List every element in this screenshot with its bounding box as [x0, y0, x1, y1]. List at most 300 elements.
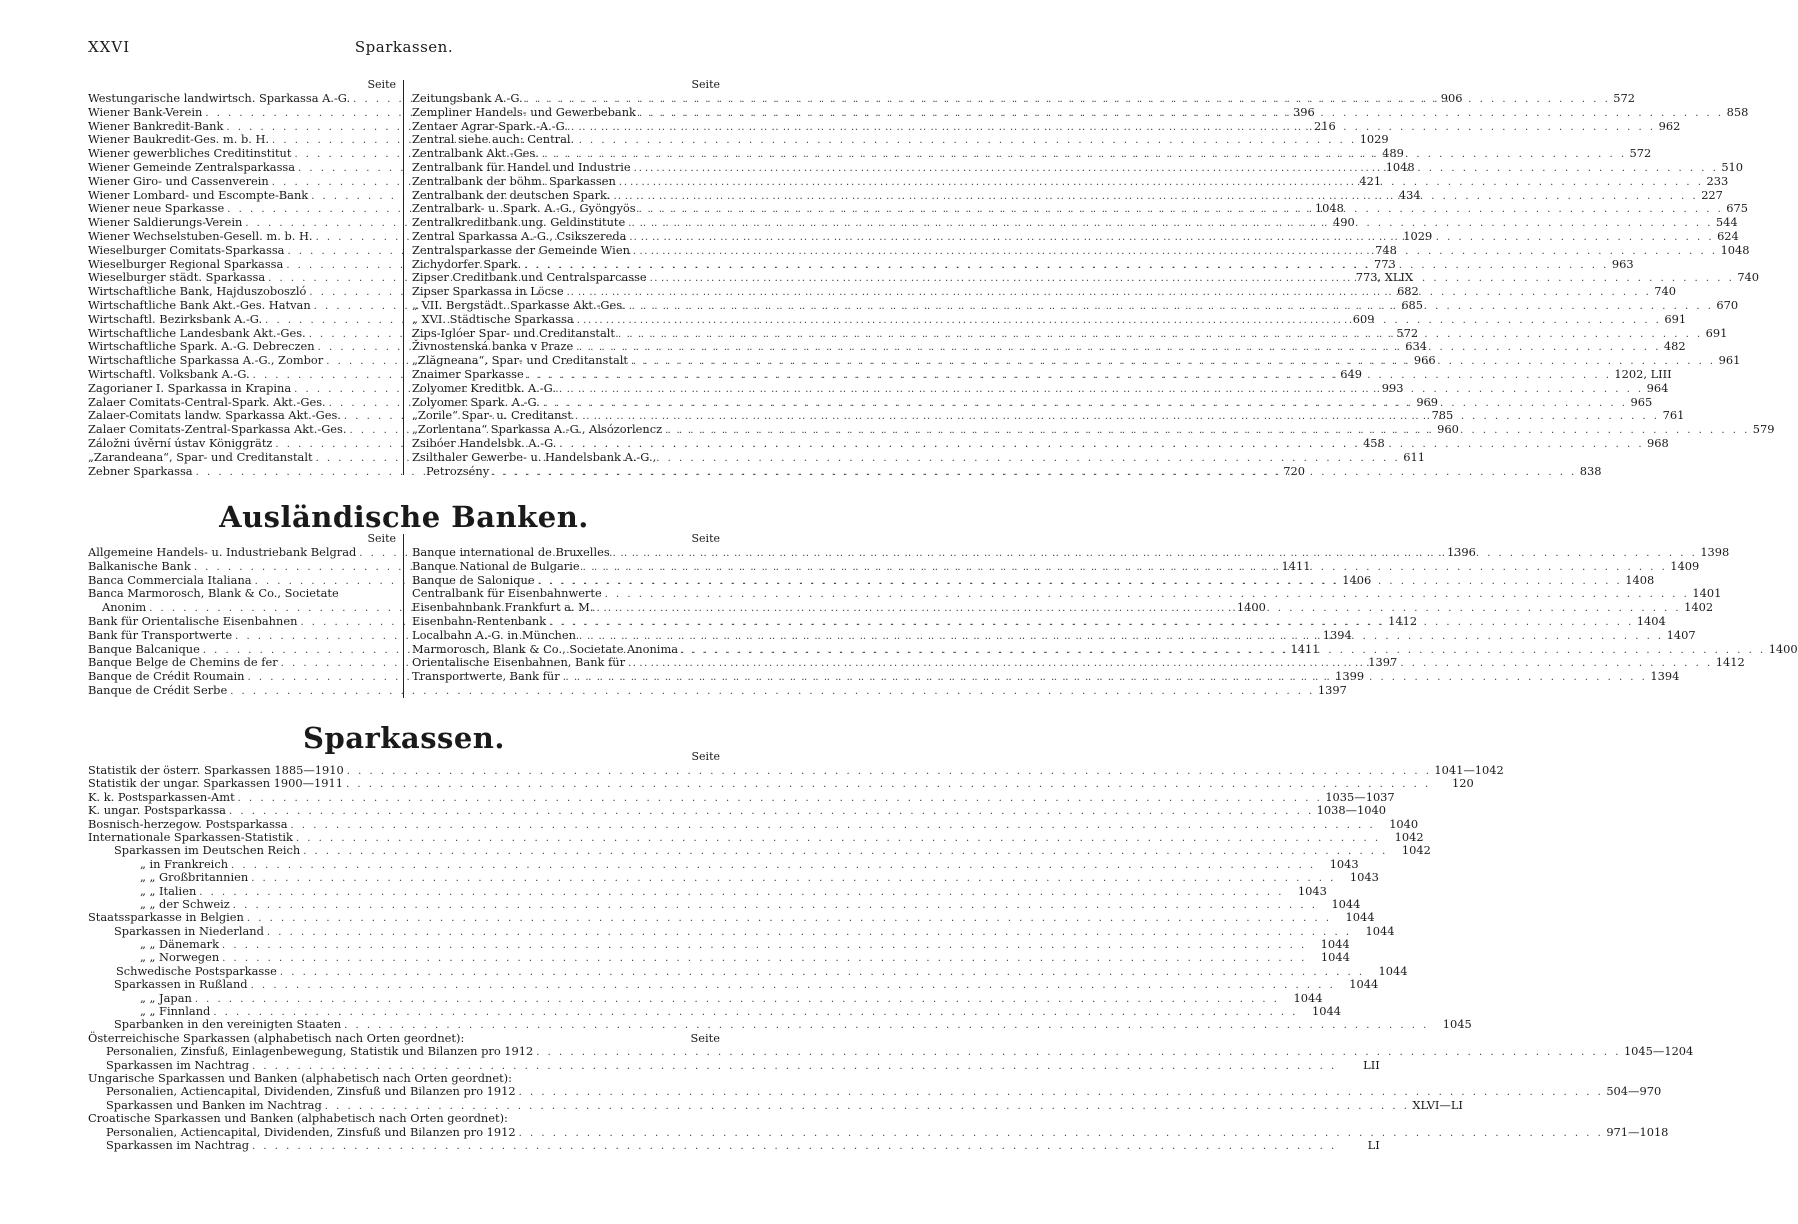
entry-page: 691: [1705, 325, 1728, 340]
entry-page: 396: [1292, 104, 1315, 119]
section-title-sparkassen: Sparkassen.: [303, 721, 505, 755]
index-entry: [412, 451, 720, 465]
entry-name: Zsibóer Handelsbk. A.-G.: [412, 435, 557, 450]
leader-dots: [346, 778, 1431, 791]
leader-dots: [347, 765, 1432, 778]
entry-name: Wieselburger Comitats-Sparkassa: [88, 242, 285, 257]
index-entry: [88, 977, 1379, 992]
entry-name: Zalaer Comitats-Central-Spark. Akt.-Ges.: [88, 394, 326, 409]
entry-name: Banque international de Bruxelles: [412, 545, 610, 559]
leader-dots: [238, 792, 1323, 805]
entry-page: 634: [1405, 339, 1427, 354]
entry-page: 1044: [1293, 990, 1323, 1005]
entry-page: LI: [1367, 1137, 1380, 1152]
index-entry: [88, 950, 1350, 965]
entry-name: Zolyomer Kreditbk. A.-G.: [412, 380, 556, 395]
entry-name: Statistik der ungar. Sparkassen 1900—1911: [88, 776, 344, 791]
leader-dots: [252, 1140, 1337, 1153]
leader-dots: [296, 832, 1381, 845]
entry-name: Anonim: [102, 600, 147, 615]
entry-page: 216: [1314, 118, 1336, 133]
leader-dots: [575, 410, 1660, 424]
leader-dots: [639, 203, 1724, 217]
leader-dots: [247, 912, 1332, 925]
entry-name: Wiener Giro- und Cassenverein: [88, 173, 269, 188]
entry-name: Wirtschaftl. Volksbank A.-G.: [88, 366, 250, 381]
entry-page: 1412: [1388, 613, 1418, 628]
seite-label: Seite: [691, 78, 720, 91]
entry-name: Živnostenská banka v Praze: [412, 339, 574, 354]
leader-dots: [567, 286, 1652, 300]
entry-name: Marmorosch, Blank & Co., Societate Anonima: [412, 641, 679, 656]
auslaendische-index: [88, 532, 1798, 698]
column-divider: [403, 534, 404, 698]
group-heading-text: Österreichische Sparkassen (alphabetisch nach Orten geordnet):: [88, 1030, 465, 1045]
entry-page: 960: [1437, 422, 1459, 437]
entry-name: Banque de Crédit Serbe: [88, 682, 228, 697]
entry-name: Zentralbank Akt.-Ges.: [412, 146, 539, 161]
entry-page: 227: [1701, 187, 1723, 202]
entry-name: „ „ Italien: [140, 883, 197, 898]
leader-dots: [549, 613, 1634, 630]
page-number: XXVI: [88, 38, 131, 56]
entry-name: Sparkassen im Nachtrag: [106, 1137, 250, 1152]
entry-page: 1044: [1365, 923, 1395, 938]
entry-name: Eisenbahn-Rentenbank: [412, 613, 547, 628]
entry-name: Eisenbahnbank Frankfurt a. M.: [412, 600, 594, 615]
entry-name: Zentralbark- u. Spark. A.-G., Gyöngyös: [412, 201, 636, 216]
entry-name: Bosnisch-herzegow. Postsparkassa: [88, 816, 288, 831]
entry-name: Zentralbank der deutschen Spark.: [412, 187, 611, 202]
sparkassen-groups: [88, 1030, 1694, 1153]
leader-dots: [536, 1046, 1621, 1059]
entry-page: 1044: [1378, 963, 1408, 978]
leader-dots: [633, 242, 1718, 259]
entry-name: „ XVI. Städtische Sparkassa: [412, 311, 574, 326]
leader-dots: [538, 572, 1623, 589]
entry-page: 1397: [1317, 682, 1347, 697]
entry-name: Transportwerte, Bank für: [412, 669, 560, 684]
entry-name: Wiener Wechselstuben-Gesell. m. b. H.: [88, 228, 313, 243]
running-head: [88, 38, 720, 58]
entry-page: 1042: [1401, 843, 1431, 858]
entry-page: 510: [1721, 159, 1744, 174]
leader-dots: [233, 899, 1318, 912]
seite-label: Seite: [367, 78, 396, 91]
entry-name: Sparkassen im Nachtrag: [106, 1057, 250, 1072]
index-entry: [88, 937, 1350, 952]
leader-dots: [629, 228, 1714, 245]
entry-name: Zsilthaler Gewerbe- u. Handelsbank A.-G.,: [412, 449, 657, 464]
index-entry: [88, 856, 1359, 871]
index-entry: [88, 896, 1361, 911]
index-entry: [88, 963, 1408, 978]
leader-dots: [519, 1127, 1604, 1140]
entry-page: 1409: [1670, 558, 1700, 573]
entry-name: Zentralkreditbank ung. Geldinstitute: [412, 215, 626, 230]
entry-page: 1029: [1359, 132, 1389, 147]
entry-page: 421: [1359, 173, 1382, 188]
leader-dots: [526, 93, 1611, 107]
entry-page: 1029: [1403, 228, 1433, 243]
entry-name: Wieselburger städt. Sparkassa: [88, 270, 266, 285]
entry-name: Wieselburger Regional Sparkassa: [88, 256, 284, 271]
entry-page: 720: [1283, 463, 1305, 478]
entry-page: 1043: [1297, 883, 1327, 898]
entry-name: Banque de Salonique: [412, 572, 535, 587]
entry-name: Staatssparkasse in Belgien: [88, 910, 244, 925]
entry-page: 1044: [1320, 950, 1350, 965]
leader-dots: [251, 872, 1336, 885]
entry-page: 1400: [1236, 600, 1266, 615]
leader-dots: [613, 547, 1698, 561]
entry-page: 1044: [1349, 977, 1379, 992]
leader-dots: [650, 272, 1735, 286]
leader-dots: [665, 424, 1750, 438]
index-entry: [88, 870, 1379, 885]
entry-page: 968: [1647, 435, 1669, 450]
leader-dots: [563, 671, 1648, 685]
entry-name: Wirtschaftliche Landesbank Akt.-Ges.: [88, 325, 306, 340]
entry-page: 1401: [1692, 586, 1722, 601]
entry-page: 1040: [1389, 816, 1419, 831]
entry-name: Wiener neue Sparkasse: [88, 201, 225, 216]
entry-name: Personalien, Actiencapital, Dividenden, Zinsfuß und Bilanzen pro 1912: [106, 1084, 516, 1099]
leader-dots: [230, 685, 1315, 699]
entry-page: 1394: [1650, 669, 1680, 684]
entry-name: Sparkassen im Deutschen Reich: [114, 843, 301, 858]
entry-page: 579: [1752, 422, 1775, 437]
entry-page: 966: [1413, 353, 1436, 368]
entry-name: „ „ Großbritannien: [140, 870, 249, 885]
entry-name: Wiener Bank-Verein: [88, 104, 203, 119]
entry-name: Banque Belge de Chemins de fer: [88, 655, 278, 670]
entry-name: Allgemeine Handels- u. Industriebank Belgrad: [88, 545, 357, 559]
entry-name: Bank für Orientalische Eisenbahnen: [88, 613, 298, 628]
entry-name: Banque de Crédit Roumain: [88, 669, 245, 684]
entry-name: Wiener Lombard- und Escompte-Bank: [88, 187, 309, 202]
entry-name: Banca Commerciala Italiana: [88, 572, 252, 587]
index-entry: [88, 910, 1375, 925]
entry-name: Zipser Sparkassa in Löcse: [412, 284, 564, 299]
entry-page: 1043: [1329, 856, 1359, 871]
entry-name: Zeitungsbank A.-G.: [412, 91, 523, 105]
entry-name: Wiener Saldierungs-Verein: [88, 215, 243, 230]
index-entry: [88, 763, 1504, 777]
entry-name: Banque Balcanique: [88, 641, 200, 656]
entry-name: Zolyomer Spark. A.-G.: [412, 394, 540, 409]
index-entry: [412, 133, 720, 147]
entry-page: 572: [1396, 325, 1419, 340]
entry-page: 544: [1715, 215, 1738, 230]
entry-page: 969: [1416, 394, 1439, 409]
entry-name: Wiener gewerbliches Creditinstitut: [88, 146, 292, 161]
leader-dots: [583, 558, 1668, 575]
entry-name: Sparbanken in den vereinigten Staaten: [114, 1017, 342, 1032]
entry-page: 624: [1717, 228, 1739, 243]
leader-dots: [267, 926, 1352, 939]
index-entry: [88, 1124, 1669, 1139]
entry-page: 482: [1663, 339, 1686, 354]
leader-dots: [631, 355, 1716, 369]
entry-page: 1045: [1442, 1017, 1472, 1032]
entry-page: 572: [1613, 91, 1636, 105]
entry-page: 964: [1646, 380, 1669, 395]
entry-page: 1048: [1385, 159, 1415, 174]
entry-name: Wirtschaftliche Spark. A.-G. Debreczen: [88, 339, 315, 354]
leader-dots: [629, 297, 1714, 314]
index-entry: [88, 843, 1431, 858]
index-entry: [88, 1137, 1380, 1152]
entry-page: 963: [1611, 256, 1634, 271]
entry-name: Petrozsény: [426, 463, 490, 478]
entry-name: „ „ Finnland: [140, 1004, 211, 1019]
entry-page: 1035—1037: [1325, 789, 1395, 804]
entry-page: 906: [1440, 91, 1463, 105]
index-entry: [88, 682, 1347, 698]
index-entry: [88, 990, 1323, 1005]
seite-label: Seite: [691, 750, 720, 763]
running-title: Sparkassen.: [354, 38, 454, 56]
top-index: [88, 78, 1775, 478]
entry-name: „ in Frankreich: [140, 856, 229, 871]
entry-page: 1041—1042: [1434, 763, 1504, 777]
leader-dots: [634, 159, 1719, 176]
entry-name: „Zarandeana“, Spar- und Creditanstalt: [88, 449, 313, 464]
entry-name: Personalien, Zinsfuß, Einlagenbewegung, Statistik und Bilanzen pro 1912: [106, 1044, 534, 1059]
entry-page: 761: [1662, 408, 1685, 423]
leader-dots: [222, 952, 1307, 965]
entry-name: K. k. Postsparkassen-Amt: [88, 789, 235, 804]
entry-name: Zipser Creditbank und Centralsparcasse: [412, 270, 647, 285]
entry-page: 1400: [1768, 641, 1798, 656]
index-entry: [88, 776, 1474, 791]
entry-page: 1048: [1720, 242, 1750, 257]
entry-page: 1045—1204: [1623, 1044, 1694, 1059]
entry-page: 1048: [1314, 201, 1344, 216]
entry-name: Banque National de Bulgarie: [412, 558, 580, 573]
entry-name: Zentaer Agrar-Spark.-A.-G.: [412, 118, 568, 133]
entry-name: „Zorile“ Spar- u. Creditanst: [412, 408, 572, 423]
leader-dots: [559, 435, 1644, 452]
entry-name: Sparkassen und Banken im Nachtrag: [106, 1097, 322, 1112]
leader-dots: [559, 380, 1644, 397]
entry-name: Zips-Iglóer Spar- und Creditanstalt: [412, 325, 616, 340]
entry-page: 773: [1373, 256, 1396, 271]
entry-name: Zichydorfer Spark.: [412, 256, 522, 271]
leader-dots: [605, 588, 1690, 602]
entry-page: 1396: [1446, 545, 1476, 559]
entry-page: 961: [1718, 353, 1741, 368]
index-entry: [88, 829, 1424, 844]
leader-dots: [639, 104, 1724, 121]
index-entry: [88, 1044, 1694, 1059]
entry-name: Záložni úvěrní ústav Königgrätz: [88, 435, 273, 450]
entry-page: 490: [1332, 215, 1355, 230]
leader-dots: [251, 979, 1336, 992]
entry-name: Znaimer Sparkasse: [412, 366, 524, 381]
group-heading: [88, 1032, 720, 1045]
leader-dots: [579, 627, 1664, 644]
entry-page: 1043: [1349, 870, 1379, 885]
entry-page: XLVI—LI: [1412, 1097, 1463, 1112]
group-heading-text: Croatische Sparkassen und Banken (alphabetisch nach Orten geordnet):: [88, 1111, 508, 1126]
leader-dots: [524, 256, 1609, 273]
entry-name: „ „ Norwegen: [140, 950, 220, 965]
entry-page: 649: [1340, 366, 1362, 381]
index-entry: [88, 816, 1419, 831]
entry-page: 785: [1431, 408, 1454, 423]
entry-name: Wiener Bankredit-Bank: [88, 118, 224, 133]
entry-name: „ VII. Bergstädt. Sparkasse Akt.-Ges.: [412, 297, 626, 312]
entry-name: Bank für Transportwerte: [88, 627, 233, 642]
leader-dots: [222, 939, 1307, 952]
leader-dots: [492, 463, 1577, 480]
index-entry: [412, 586, 1722, 601]
leader-dots: [303, 845, 1388, 858]
entry-page: 962: [1658, 118, 1681, 133]
entry-name: Wirtschaftliche Sparkassa A.-G., Zombor: [88, 353, 324, 368]
entry-page: 670: [1716, 297, 1739, 312]
entry-name: Wirtschaftliche Bank, Hajduszoboszló: [88, 284, 307, 299]
entry-page: 1202, LIII: [1614, 366, 1672, 381]
entry-name: Zalaer Comitats-Zentral-Sparkassa Akt.-Ges.: [88, 422, 347, 437]
index-entry: [88, 1017, 1472, 1032]
entry-page: 1044: [1320, 937, 1350, 952]
leader-dots: [291, 819, 1376, 832]
index-entry: [88, 789, 1395, 804]
leader-dots: [576, 341, 1661, 355]
entry-name: Zempliner Handels- und Gewerbebank: [412, 104, 636, 119]
group-seite-label: Seite: [690, 1030, 720, 1045]
entry-name: Internationale Sparkassen-Statistik: [88, 829, 293, 844]
index-entry: [88, 923, 1395, 938]
leader-dots: [344, 1019, 1429, 1032]
leader-dots: [596, 602, 1681, 616]
entry-page: 682: [1397, 284, 1419, 299]
entry-name: Centralbank für Eisenbahnwerte: [412, 586, 602, 601]
entry-page: 1394: [1322, 627, 1352, 642]
entry-page: 1407: [1666, 627, 1696, 642]
entry-name: Banca Marmorosch, Blank & Co., Societate: [88, 586, 339, 601]
leader-dots: [628, 657, 1713, 671]
entry-page: 1412: [1715, 655, 1745, 670]
entry-page: 1397: [1368, 655, 1398, 670]
sparkassen-toc: [88, 750, 1694, 1152]
entry-page: 489: [1382, 146, 1404, 161]
entry-name: Wiener Baukredit-Ges. m. b. H.: [88, 132, 270, 147]
entry-name: „ „ Dänemark: [140, 937, 219, 952]
entry-page: LII: [1363, 1057, 1380, 1072]
entry-name: Wirtschaftl. Bezirksbank A.-G.: [88, 311, 263, 326]
entry-page: 1398: [1700, 545, 1730, 559]
entry-page: 1411: [1290, 641, 1320, 656]
entry-name: Sparkassen in Niederland: [114, 923, 264, 938]
group-heading: [88, 1072, 720, 1085]
entry-name: Zentralsparkasse der Gemeinde Wien: [412, 242, 630, 257]
entry-page: 691: [1664, 311, 1687, 326]
leader-dots: [614, 187, 1699, 204]
leader-dots: [199, 886, 1284, 899]
entry-page: 1411: [1281, 558, 1311, 573]
entry-page: 1399: [1335, 669, 1365, 684]
entry-page: 233: [1706, 173, 1729, 188]
entry-name: Zagorianer I. Sparkassa in Krapina: [88, 380, 292, 395]
column-divider: [403, 80, 404, 475]
entry-page: 675: [1726, 201, 1748, 216]
entry-name: „ „ Japan: [140, 990, 192, 1005]
index-entry: [88, 1084, 1662, 1099]
entry-name: Zentral siehe auch: Central.: [412, 132, 575, 147]
leader-dots: [543, 394, 1628, 411]
entry-name: „Zorlentana“ Sparkassa A.-G., Alsózorlencz: [412, 422, 663, 437]
entry-name: „Zlăgneana“, Spar- und Creditanstalt: [412, 353, 628, 368]
entry-page: 965: [1630, 394, 1653, 409]
entry-name: Zebner Sparkassa: [88, 463, 193, 478]
index-entry: [88, 1097, 1463, 1112]
group-heading-text: Ungarische Sparkassen und Banken (alphabetisch nach Orten geordnet):: [88, 1070, 512, 1085]
entry-page: 858: [1726, 104, 1749, 119]
entry-page: 740: [1654, 284, 1677, 299]
entry-name: Localbahn A.-G. in München: [412, 627, 576, 642]
entry-page: 458: [1363, 435, 1385, 450]
entry-page: 572: [1629, 146, 1652, 161]
group-heading: [88, 1112, 720, 1125]
leader-dots: [628, 217, 1713, 231]
entry-page: 504—970: [1606, 1084, 1662, 1099]
entry-page: 1408: [1625, 572, 1655, 587]
entry-page: 120: [1451, 776, 1474, 791]
entry-page: 748: [1375, 242, 1397, 257]
entry-page: 609: [1352, 311, 1375, 326]
entry-name: Personalien, Actiencapital, Dividenden, Zinsfuß und Bilanzen pro 1912: [106, 1124, 516, 1139]
entry-page: 434: [1398, 187, 1421, 202]
entry-name: Statistik der österr. Sparkassen 1885—1910: [88, 763, 344, 777]
entry-name: Wirtschaftliche Bank Akt.-Ges. Hatvan: [88, 297, 311, 312]
leader-dots: [577, 311, 1662, 328]
seite-label: Seite: [367, 532, 396, 545]
entry-page: 740: [1737, 270, 1760, 285]
entry-page: 1406: [1342, 572, 1372, 587]
entry-page: 1404: [1636, 613, 1666, 628]
entry-page: 1044: [1311, 1004, 1341, 1019]
index-entry: [88, 883, 1327, 898]
entry-page: 1044: [1331, 896, 1361, 911]
leader-dots: [571, 118, 1656, 135]
index-entry: [88, 587, 396, 601]
index-entry: [88, 803, 1386, 818]
entry-page: 838: [1579, 463, 1602, 478]
index-entry: [88, 1057, 1380, 1072]
entry-name: K. ungar. Postsparkassa: [88, 803, 226, 818]
entry-page: 971—1018: [1606, 1124, 1669, 1139]
entry-name: Schwedische Postsparkasse: [116, 963, 277, 978]
entry-name: Balkanische Bank: [88, 558, 191, 573]
leader-dots: [195, 993, 1280, 1006]
leader-dots: [619, 173, 1704, 190]
entry-page: 1044: [1345, 910, 1375, 925]
entry-name: Sparkassen in Rußland: [114, 977, 248, 992]
leader-dots: [681, 641, 1766, 658]
entry-name: Zalaer-Comitats landw. Sparkassa Akt.-Ges.: [88, 408, 341, 423]
leader-dots: [618, 325, 1703, 342]
leader-dots: [280, 966, 1365, 979]
entry-page: 685: [1401, 297, 1424, 312]
leader-dots: [229, 805, 1314, 818]
seite-label: Seite: [691, 532, 720, 545]
entry-name: Zentral Sparkassa A.-G., Csikszereda: [412, 228, 627, 243]
entry-name: Orientalische Eisenbahnen, Bank für: [412, 655, 626, 670]
